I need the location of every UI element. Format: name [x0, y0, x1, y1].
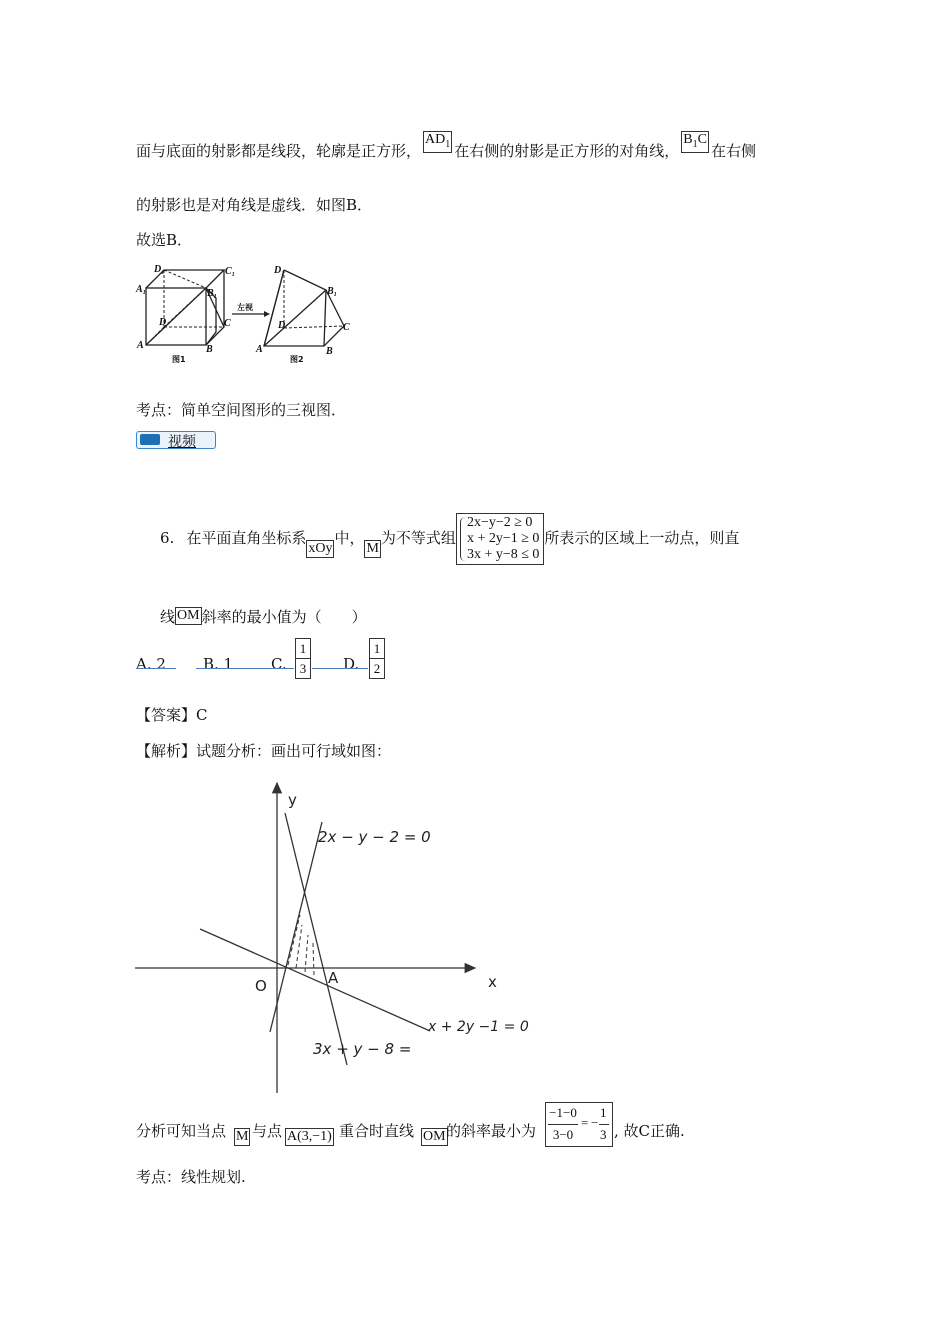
question-6-line-1: 6. 在平面直角坐标系xOy中，M为不等式组 2x−y−2 ≥ 0 x + 2y−1 ≥ 0 3x + y−8 ≤ 0 所表示的区域上一动点，则直	[160, 513, 739, 565]
svg-text:B: B	[326, 346, 333, 357]
video-camera-icon	[140, 434, 160, 445]
math-box-om-2: OM	[423, 1129, 446, 1144]
question-6-line-2: 线 OM 斜率的最小值为（ ）	[160, 608, 367, 626]
math-box-m: M	[366, 541, 379, 556]
math-box-xoy: xOy	[308, 541, 333, 556]
svg-text:D₁: D₁	[274, 265, 285, 276]
svg-text:3x + y − 8 =: 3x + y − 8 =	[313, 1040, 412, 1058]
line-3x+y-8	[285, 813, 347, 1065]
choice-a[interactable]: A. 2	[136, 655, 166, 673]
svg-text:x + 2y −1 = 0: x + 2y −1 = 0	[428, 1019, 529, 1035]
choice-d[interactable]: D.	[343, 655, 360, 673]
math-box-point-a: A(3,−1)	[287, 1129, 332, 1144]
svg-text:C: C	[343, 322, 350, 333]
svg-text:B₁: B₁	[207, 288, 218, 299]
feasible-region-graph	[130, 775, 530, 1100]
svg-text:A: A	[137, 340, 144, 351]
svg-text:B₁: B₁	[327, 286, 338, 297]
math-box-ad1: $AD_1$	[423, 131, 452, 154]
svg-text:图1: 图1	[172, 355, 186, 364]
math-box-b1c: $B_1C$	[681, 131, 709, 154]
inequality-system: 2x−y−2 ≥ 0 x + 2y−1 ≥ 0 3x + y−8 ≤ 0	[456, 513, 544, 565]
svg-text:A: A	[256, 344, 263, 355]
line-2x-y-2	[270, 822, 322, 1032]
para-line-1: 面与底面的射影都是线段，轮廓是正方形，$AD_1$ 在右侧的射影是正方形的对角线，$B_1C$在右侧	[136, 131, 756, 160]
svg-text:A₁: A₁	[136, 284, 147, 295]
svg-text:D: D	[159, 317, 167, 328]
svg-text:C: C	[224, 318, 231, 329]
svg-text:C₁: C₁	[225, 266, 236, 277]
svg-text:B: B	[206, 344, 213, 355]
video-button[interactable]: 视频	[136, 431, 216, 449]
svg-text:左视: 左视	[237, 303, 253, 312]
slope-fraction-box: −1−0 3−0 = − 1 3	[545, 1102, 613, 1147]
svg-text:y: y	[288, 791, 297, 809]
svg-text:2x − y − 2 = 0: 2x − y − 2 = 0	[318, 828, 431, 846]
choice-c-fraction: $\frac{1}{3}$	[295, 638, 311, 679]
cube-projection-figure	[134, 262, 364, 368]
svg-text:图2: 图2	[290, 355, 304, 364]
svg-text:O: O	[255, 977, 267, 995]
choice-b[interactable]: B. 1	[203, 655, 234, 673]
line-x+2y-1	[200, 929, 430, 1031]
para-line-2: 的射影也是对角线是虚线．如图B．	[136, 196, 373, 214]
kaodian-2: 考点：线性规划.	[136, 1168, 246, 1186]
analysis: 【解析】试题分析：画出可行域如图：	[136, 742, 392, 760]
math-box-om: OM	[177, 608, 200, 623]
choice-d-fraction: $\frac{1}{2}$	[369, 638, 385, 679]
kaodian-1: 考点：简单空间图形的三视图．	[136, 401, 347, 419]
answer: 【答案】C	[136, 706, 208, 724]
svg-text:x: x	[488, 973, 497, 991]
choice-c[interactable]: C.	[271, 655, 287, 673]
para-line-3: 故选B．	[136, 231, 193, 249]
svg-text:A: A	[328, 969, 339, 987]
math-box-m-2: M	[236, 1129, 249, 1144]
svg-text:D: D	[278, 320, 286, 331]
svg-text:D₁: D₁	[154, 264, 165, 275]
